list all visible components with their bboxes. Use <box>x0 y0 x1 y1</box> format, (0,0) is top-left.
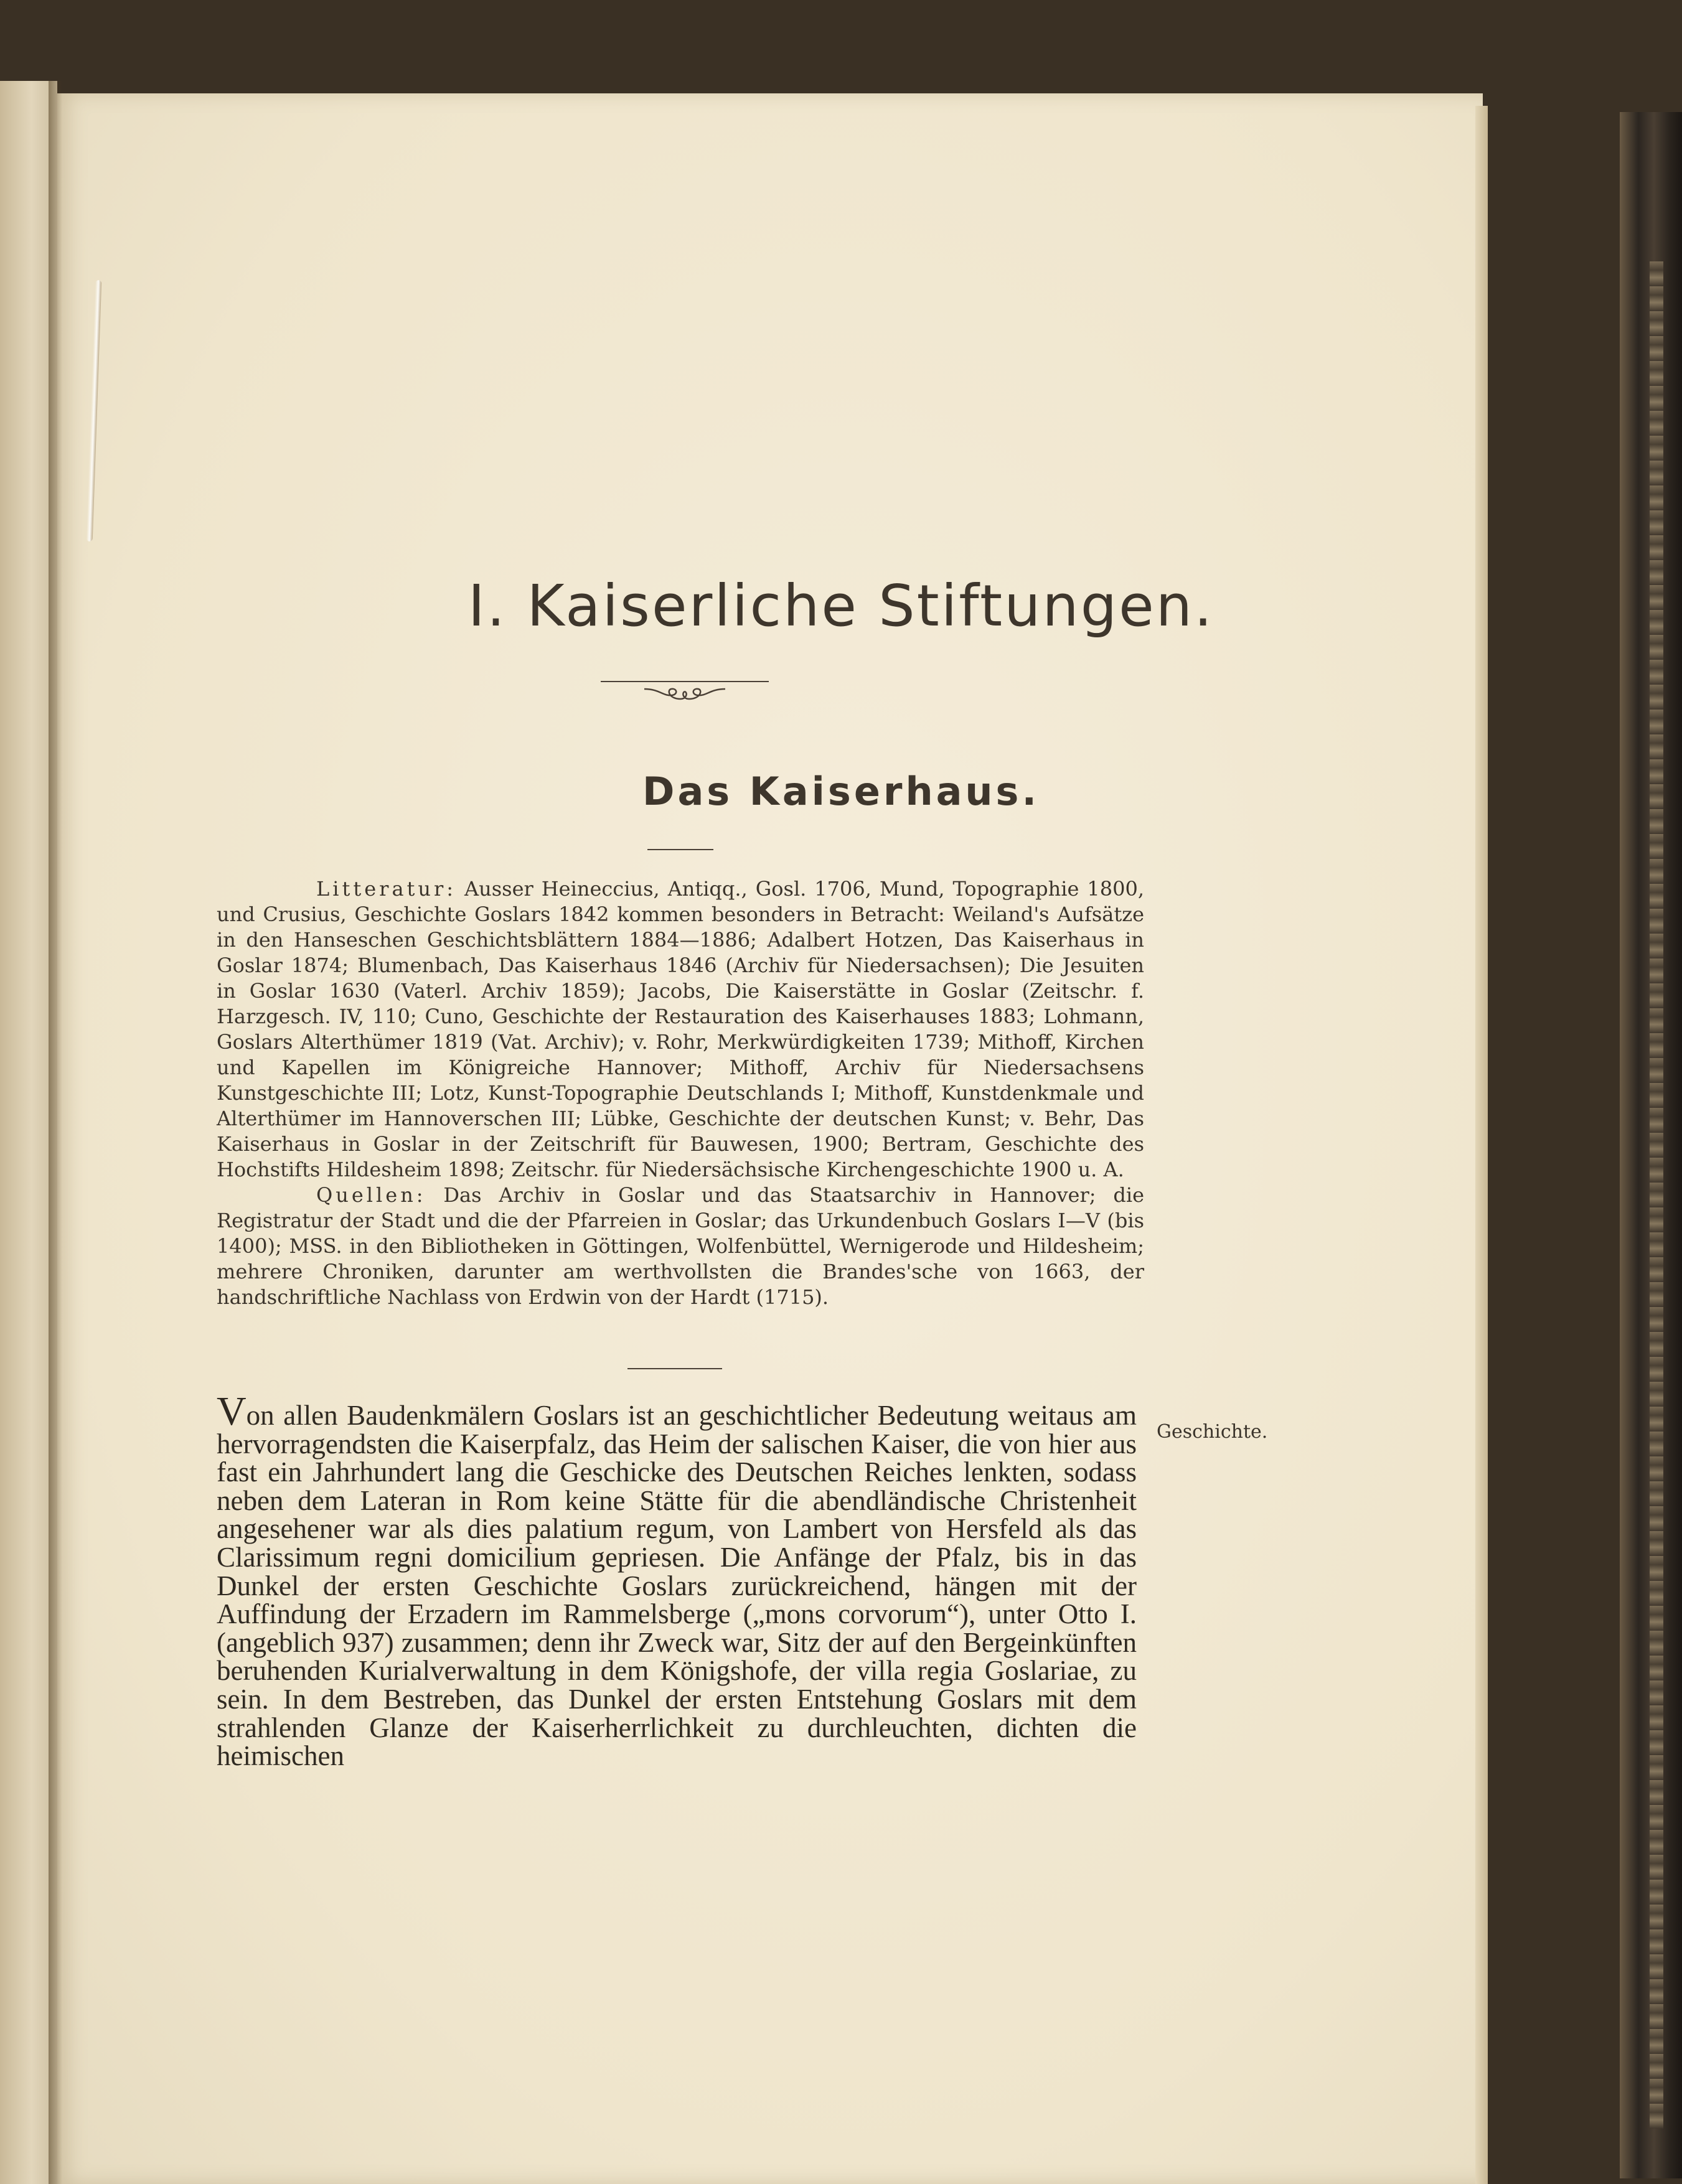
page-stack-edge <box>1475 106 1488 2184</box>
quellen-text: Das Archiv in Goslar und das Staatsarchiv in Hannover; die Registratur der Stadt und die der Pfarreien in Goslar; das Urkundenbuch Goslars I—V (bis 1400); MSS. in den Bibliotheken in Göttingen, Wolfenbüttel, Wernigerode und Hildesheim; mehrere Chroniken, darunter am werthvollsten die Brandes'sche von 1663, der handschriftliche Nachlass von Erdwin von der Hardt (1715). <box>217 1183 1144 1309</box>
bibliography-rule <box>627 1368 722 1369</box>
binding-texture <box>1650 261 1663 2129</box>
body-text: on allen Baudenkmälern Goslars ist an geschichtlicher Bedeutung weitaus am hervorragendsten die Kaiserpfalz, das Heim der salischen Kaiser, die von hier aus fast ein Jahrhundert lang die Geschicke des Deutschen Reiches lenkten, sodass neben dem Lateran in Rom keine Stätte für die abendländische Christenheit angesehener war als dies palatium regum, von Lambert von Hersfeld als das Clarissimum regni domicilium gepriesen. Die Anfänge der Pfalz, bis in das Dunkel der ersten Geschichte Goslars zurückreichend, hängen mit der Auffindung der Erzadern im Rammelsberge („mons corvorum“), unter Otto I. (angeblich 937) zusammen; denn ihr Zweck war, Sitz der auf den Bergeinkünften beruhenden Kurialverwaltung in dem Königshofe, der villa regia Goslariae, zu sein. In dem Bestreben, das Dunkel der ersten Entstehung Goslars mit dem strahlenden Glanze der Kaiserherrlichkeit zu durchleuchten, dichten die heimischen <box>217 1400 1137 1772</box>
initial-letter: V <box>217 1389 247 1434</box>
margin-note: Geschichte. <box>1157 1421 1268 1443</box>
quellen-label: Quellen: <box>316 1183 426 1207</box>
bibliography-block <box>217 876 1144 1310</box>
chapter-title: I. Kaiserliche Stiftungen. <box>467 573 1215 639</box>
litteratur-label: Litteratur: <box>316 877 457 901</box>
gutter-shadow <box>49 81 62 2184</box>
litteratur-paragraph <box>217 876 1144 1183</box>
body-paragraph <box>217 1389 1137 1772</box>
quellen-paragraph <box>217 1183 1144 1310</box>
ornament-divider <box>601 675 769 706</box>
section-rule <box>647 849 713 850</box>
section-title: Das Kaiserhaus. <box>642 769 1040 814</box>
litteratur-text: Ausser Heineccius, Antiqq., Gosl. 1706, Mund, Topographie 1800, und Crusius, Geschichte Goslars 1842 kommen besonders in Betracht: Weiland's Aufsätze in den Hanseschen Geschichtsblättern 1884—1886; Adalbert Hotzen, Das Kaiserhaus in Goslar 1874; Blumenbach, Das Kaiserhaus 1846 (Archiv für Niedersachsen); Die Jesuiten in Goslar 1630 (Vaterl. Archiv 1859); Jacobs, Die Kaiserstätte in Goslar (Zeitschr. f. Harzgesch. IV, 110; Cuno, Geschichte der Restauration des Kaiserhauses 1883; Lohmann, Goslars Alterthümer 1819 (Vat. Archiv); v. Rohr, Merkwürdigkeiten 1739; Mithoff, Kirchen und Kapellen im Königreiche Hannover; Mithoff, Archiv für Niedersachsens Kunstgeschichte III; Lotz, Kunst-Topographie Deutschlands I; Mithoff, Kunstdenkmale und Alterthümer im Hannoverschen III; Lübke, Geschichte der deutschen Kunst; v. Behr, Das Kaiserhaus in Goslar in der Zeitschrift für Bauwesen, 1900; Bertram, Geschichte des Hochstifts Hildesheim 1898; Zeitschr. für Niedersächsische Kirchengeschichte 1900 u. A. <box>217 877 1144 1181</box>
